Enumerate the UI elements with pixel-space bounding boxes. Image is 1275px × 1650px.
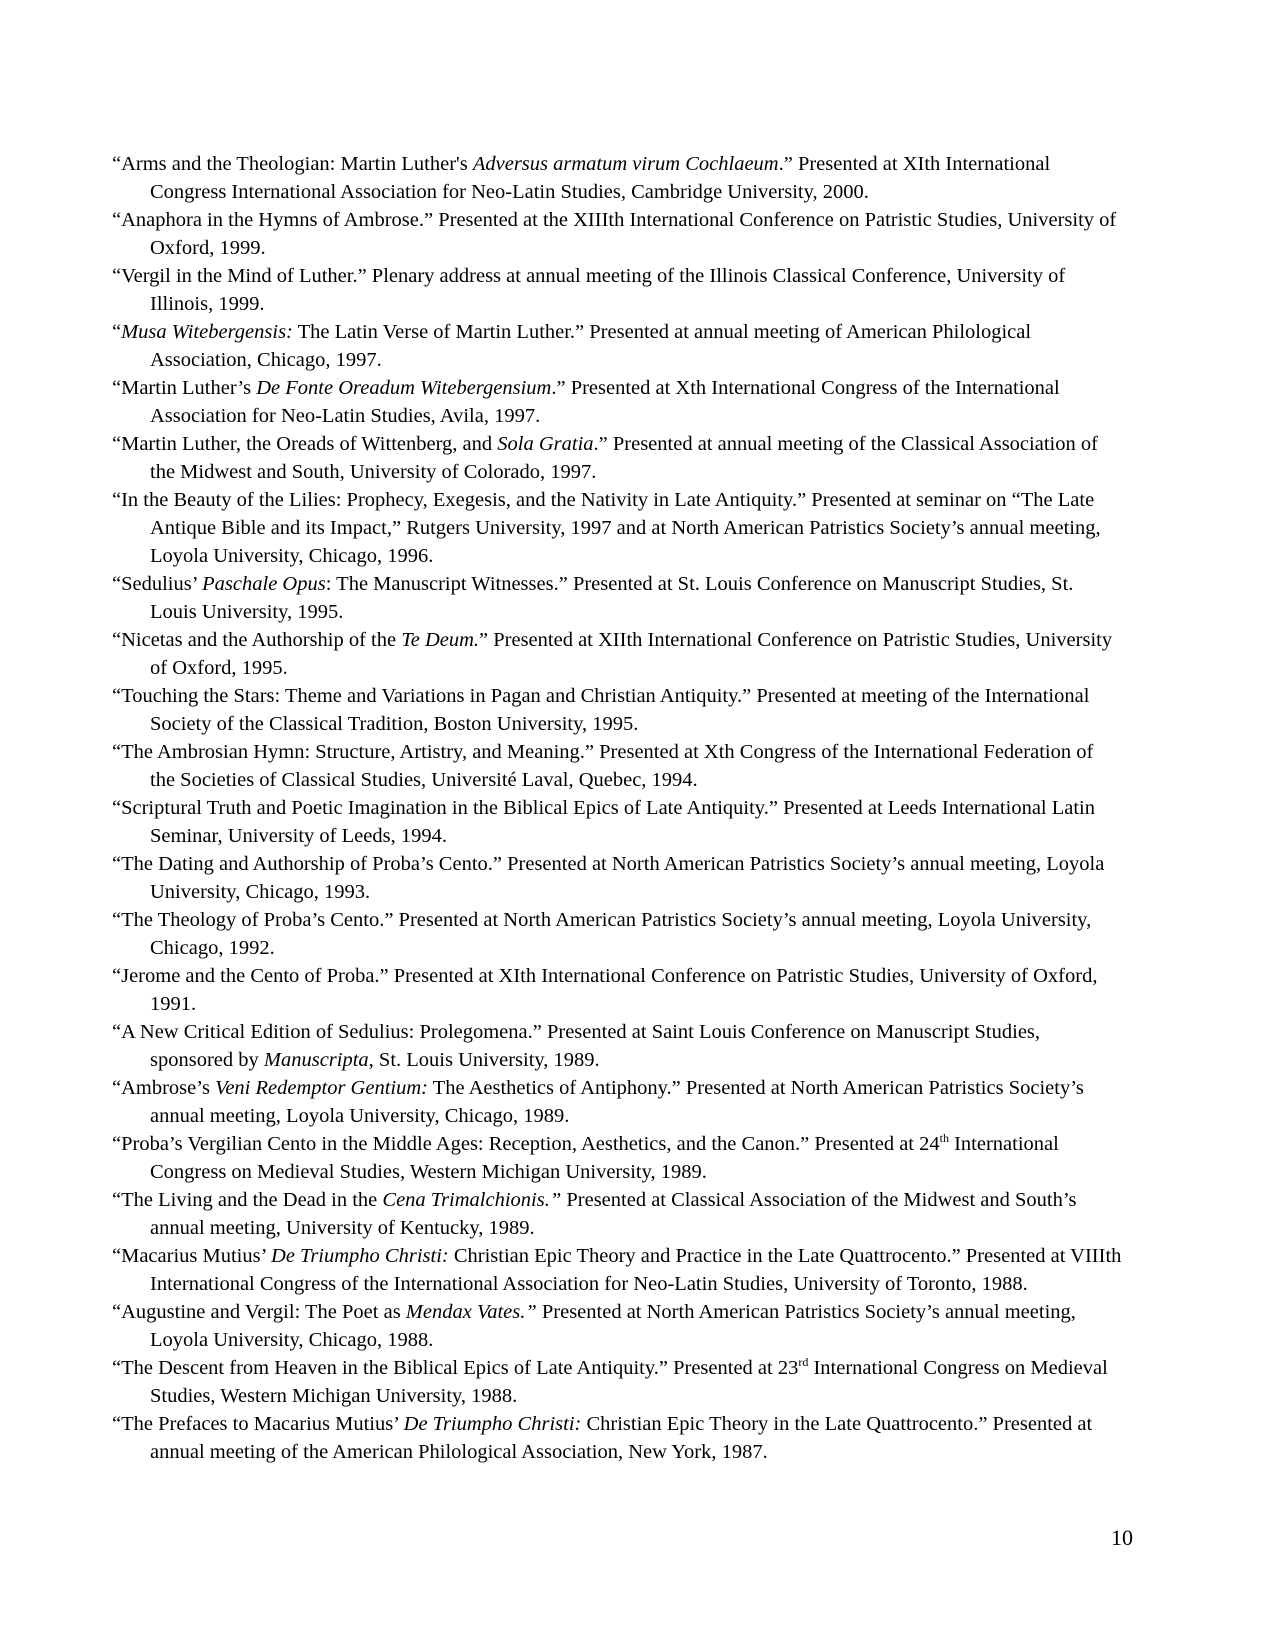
ordinal-suffix: rd <box>798 1355 809 1369</box>
entry-text: Christian Epic Theory in the Late Quattrocento.” Presented at annual meeting of the American Philological Association, New York, 1987. <box>150 1413 1093 1463</box>
presentation-entry <box>112 570 1122 626</box>
italic-title: Adversus armatum virum Cochlaeum <box>472 153 779 175</box>
entry-text: “The Theology of Proba’s Cento.” Presented at North American Patristics Society’s annual meeting, Loyola University, Chicago, 1992. <box>112 909 1092 959</box>
entry-text: International Congress on Medieval Studies, Western Michigan University, 1989. <box>150 1133 1059 1183</box>
entry-text: “The Prefaces to Macarius Mutius’ <box>112 1413 404 1435</box>
presentation-entry <box>112 962 1122 1018</box>
presentation-entry <box>112 1354 1122 1410</box>
entry-text: .” Presented at Xth International Congress of the International Association for Neo-Latin Studies, Avila, 1997. <box>150 377 1060 427</box>
italic-title: Te Deum. <box>401 629 480 651</box>
page-number: 10 <box>1111 1525 1133 1550</box>
entry-text: .” Presented at XIth International Congress International Association for Neo-Latin Studies, Cambridge University, 2000. <box>150 153 1051 203</box>
presentation-list <box>112 150 1122 1466</box>
italic-title: De Fonte Oreadum Witebergensium <box>256 377 552 399</box>
entry-text: “Augustine and Vergil: The Poet as <box>112 1301 406 1323</box>
entry-text: Christian Epic Theory and Practice in the Late Quattrocento.” Presented at VIIIth International Congress of the International Association for Neo-Latin Studies, University of Toronto, 1988. <box>150 1245 1122 1295</box>
presentation-entry <box>112 486 1122 570</box>
presentation-entry <box>112 262 1122 318</box>
italic-title: Cena Trimalchionis.” <box>382 1189 562 1211</box>
presentation-entry <box>112 1074 1122 1130</box>
entry-text: “Scriptural Truth and Poetic Imagination in the Biblical Epics of Late Antiquity.” Presented at Leeds International Latin Seminar, University of Leeds, 1994. <box>112 797 1095 847</box>
entry-text: The Aesthetics of Antiphony.” Presented at North American Patristics Society’s annual meeting, Loyola University, Chicago, 1989. <box>150 1077 1084 1127</box>
entry-text: The Latin Verse of Martin Luther.” Presented at annual meeting of American Philological Association, Chicago, 1997. <box>150 321 1032 371</box>
presentation-entry <box>112 850 1122 906</box>
presentation-entry <box>112 1410 1122 1466</box>
presentation-entry <box>112 794 1122 850</box>
presentation-entry <box>112 206 1122 262</box>
entry-text: International Congress on Medieval Studies, Western Michigan University, 1988. <box>150 1357 1108 1407</box>
entry-text: ” Presented at XIIth International Conference on Patristic Studies, University of Oxford, 1995. <box>150 629 1113 679</box>
entry-text: “Anaphora in the Hymns of Ambrose.” Presented at the XIIIth International Conference on Patristic Studies, University of Oxford, 1999. <box>112 209 1117 259</box>
presentation-entry <box>112 738 1122 794</box>
presentation-entry <box>112 1298 1122 1354</box>
entry-text: “Nicetas and the Authorship of the <box>112 629 402 651</box>
entry-text: “The Descent from Heaven in the Biblical Epics of Late Antiquity.” Presented at 23 <box>112 1357 799 1379</box>
italic-title: Musa Witebergensis: <box>121 321 293 343</box>
presentation-entry <box>112 626 1122 682</box>
presentation-entry <box>112 150 1122 206</box>
italic-title: Paschale Opus <box>202 573 326 595</box>
entry-text: “The Ambrosian Hymn: Structure, Artistry, and Meaning.” Presented at Xth Congress of the International Federation of the Societies of Classical Studies, Université Laval, Quebec, 1994. <box>112 741 1094 791</box>
italic-title: Veni Redemptor Gentium: <box>215 1077 428 1099</box>
entry-text: “ <box>112 321 122 343</box>
entry-text: Presented at North American Patristics Society’s annual meeting, Loyola University, Chicago, 1988. <box>150 1301 1076 1351</box>
entry-text: “Touching the Stars: Theme and Variations in Pagan and Christian Antiquity.” Presented at meeting of the International Society of the Classical Tradition, Boston University, 1995. <box>112 685 1090 735</box>
presentation-entry <box>112 430 1122 486</box>
entry-text: “Arms and the Theologian: Martin Luther's <box>112 153 473 175</box>
presentation-entry <box>112 374 1122 430</box>
entry-text: “Ambrose’s <box>112 1077 216 1099</box>
italic-title: De Triumpho Christi: <box>271 1245 449 1267</box>
presentation-entry <box>112 1186 1122 1242</box>
italic-title: Manuscripta <box>263 1049 369 1071</box>
entry-text: “Martin Luther, the Oreads of Wittenberg, and <box>112 433 498 455</box>
entry-text: Presented at Classical Association of the Midwest and South’s annual meeting, University of Kentucky, 1989. <box>150 1189 1077 1239</box>
italic-title: Mendax Vates.” <box>405 1301 537 1323</box>
presentation-entry <box>112 1130 1122 1186</box>
presentation-entry <box>112 682 1122 738</box>
entry-text: “The Dating and Authorship of Proba’s Cento.” Presented at North American Patristics Society’s annual meeting, Loyola University, Chicago, 1993. <box>112 853 1105 903</box>
presentation-entry <box>112 906 1122 962</box>
entry-text: “Macarius Mutius’ <box>112 1245 272 1267</box>
entry-text: “Vergil in the Mind of Luther.” Plenary address at annual meeting of the Illinois Classical Conference, University of Illinois, 1999. <box>112 265 1066 315</box>
ordinal-suffix: th <box>939 1131 949 1145</box>
entry-text: “The Living and the Dead in the <box>112 1189 383 1211</box>
italic-title: De Triumpho Christi: <box>403 1413 582 1435</box>
entry-text: “Sedulius’ <box>112 573 203 595</box>
presentation-entry <box>112 318 1122 374</box>
entry-text: “In the Beauty of the Lilies: Prophecy, Exegesis, and the Nativity in Late Antiquity.” Presented at seminar on “The Late Antique Bible and its Impact,” Rutgers University, 1997 and at North American Patristics Society’s annual meeting, Loyola University, Chicago, 1996. <box>112 489 1101 567</box>
presentation-entry <box>112 1242 1122 1298</box>
entry-text: “Martin Luther’s <box>112 377 257 399</box>
italic-title: Sola Gratia <box>497 433 594 455</box>
entry-text: : The Manuscript Witnesses.” Presented at St. Louis Conference on Manuscript Studies, St. Louis University, 1995. <box>150 573 1074 623</box>
entry-text: “A New Critical Edition of Sedulius: Prolegomena.” Presented at Saint Louis Conference on Manuscript Studies, sponsored by <box>112 1021 1041 1071</box>
entry-text: “Proba’s Vergilian Cento in the Middle Ages: Reception, Aesthetics, and the Canon.” Presented at 24 <box>112 1133 940 1155</box>
presentation-entry <box>112 1018 1122 1074</box>
entry-text: “Jerome and the Cento of Proba.” Presented at XIth International Conference on Patristic Studies, University of Oxford, 1991. <box>112 965 1098 1015</box>
entry-text: .” Presented at annual meeting of the Classical Association of the Midwest and South, University of Colorado, 1997. <box>150 433 1098 483</box>
entry-text: , St. Louis University, 1989. <box>368 1049 600 1071</box>
